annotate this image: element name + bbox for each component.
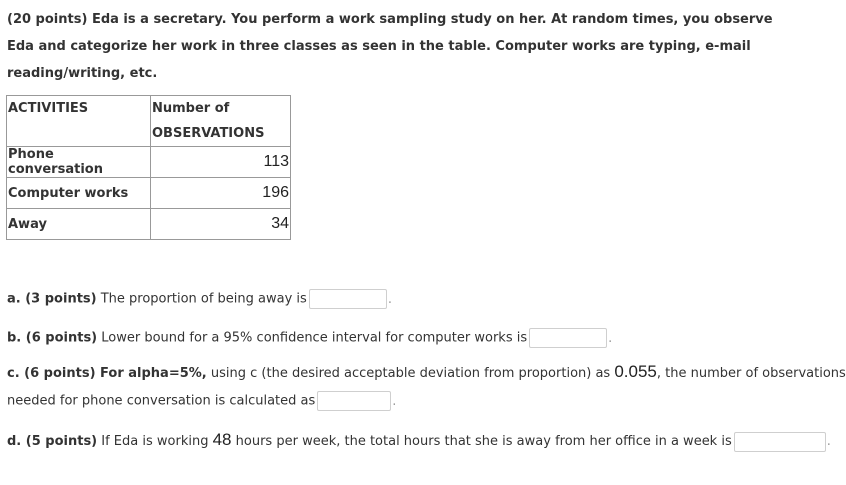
- table-row: [7, 147, 291, 178]
- activity-cell: Phone conversation: [7, 147, 151, 178]
- problem-intro: [7, 6, 777, 87]
- count-cell: 113: [151, 147, 291, 178]
- question-a: a. (3 points) The proportion of being away is .: [7, 289, 392, 309]
- header-number-line2: OBSERVATIONS: [152, 126, 265, 141]
- header-number-of-observations: [151, 96, 291, 147]
- question-d: d. (5 points) If Eda is working 48 hours per week, the total hours that she is away from her office in a week is .: [7, 430, 831, 452]
- question-c-text1: using c (the desired acceptable deviation from proportion) as: [210, 366, 611, 381]
- intro-text: Eda is a secretary. You perform a work sampling study on her. At random times, you observe Eda and categorize her work in three classes as seen in the table. Computer works are typing, e-mail reading/writing, etc.: [7, 12, 773, 81]
- question-c-text2: , the number of observations: [656, 366, 846, 381]
- question-d-text1: If Eda is working: [101, 434, 209, 449]
- answer-d-input[interactable]: [734, 432, 826, 452]
- question-c: [7, 362, 846, 382]
- answer-c-input[interactable]: [317, 391, 391, 411]
- count-cell: 196: [151, 178, 291, 209]
- header-number-line1: Number of: [152, 101, 230, 116]
- question-c-text3: needed for phone conversation is calculated as: [7, 393, 316, 409]
- question-b: b. (6 points) Lower bound for a 95% confidence interval for computer works is .: [7, 328, 612, 348]
- question-c-label: c. (6 points) For alpha=5%,: [7, 366, 207, 381]
- question-b-text: Lower bound for a 95% confidence interval for computer works is: [101, 330, 528, 346]
- header-activities: ACTIVITIES: [7, 96, 151, 147]
- table-row: [7, 209, 291, 240]
- answer-b-input[interactable]: [529, 328, 607, 348]
- question-c-cont: needed for phone conversation is calculated as .: [7, 391, 396, 411]
- activity-cell: Away: [7, 209, 151, 240]
- question-a-label: a. (3 points): [7, 291, 97, 307]
- intro-points: (20 points): [7, 12, 88, 27]
- question-d-label: d. (5 points): [7, 434, 98, 449]
- question-b-label: b. (6 points): [7, 330, 98, 346]
- activity-cell: Computer works: [7, 178, 151, 209]
- table-row: [7, 178, 291, 209]
- question-c-c-value: 0.055: [614, 362, 657, 381]
- table-header-row: [7, 96, 291, 147]
- question-d-text2: hours per week, the total hours that she is away from her office in a week is: [235, 434, 732, 449]
- answer-a-input[interactable]: [309, 289, 387, 309]
- question-a-text: The proportion of being away is: [100, 291, 307, 307]
- count-cell: 34: [151, 209, 291, 240]
- observations-table: [6, 95, 291, 240]
- question-d-hours: 48: [212, 430, 232, 449]
